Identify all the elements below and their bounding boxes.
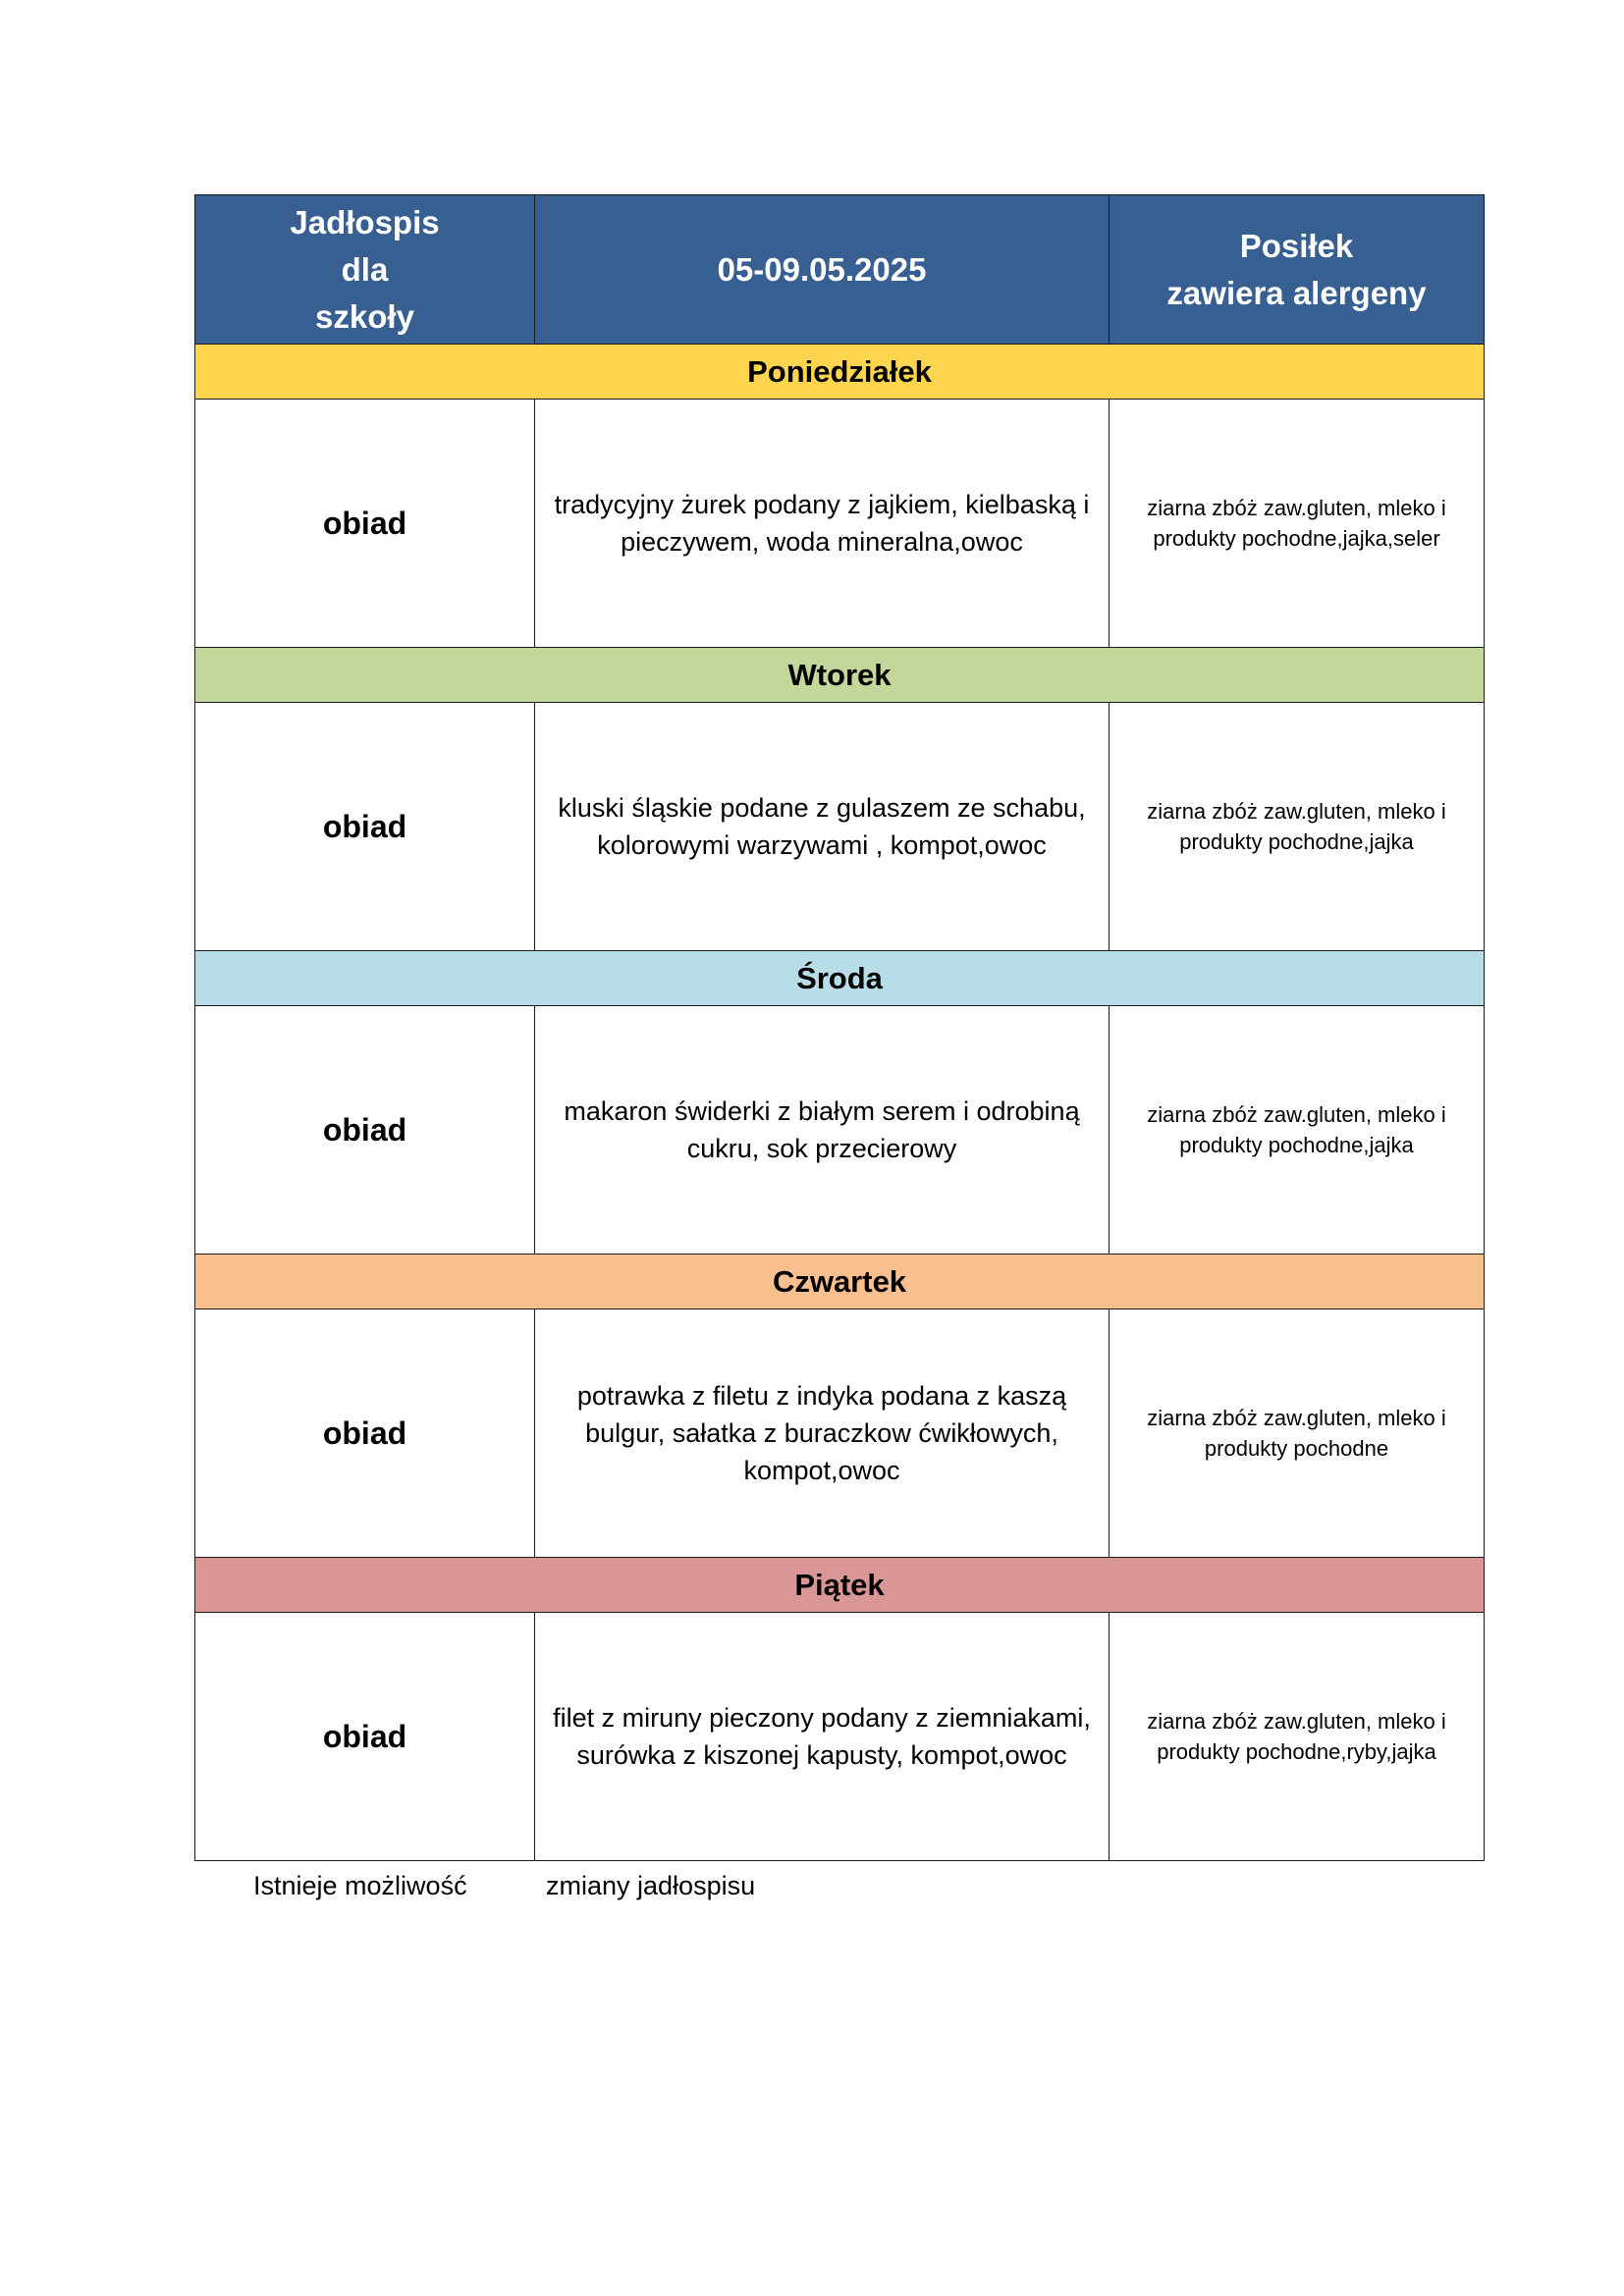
meal-row — [195, 1613, 1485, 1861]
footer-note-part2: zmiany jadłospisu — [546, 1871, 756, 1900]
day-row-tuesday — [195, 648, 1485, 703]
day-label: Piątek — [195, 1558, 1485, 1613]
meal-name: obiad — [195, 1613, 535, 1861]
dish-description: potrawka z filetu z indyka podana z kaszą bulgur, sałatka z buraczkow ćwikłowych, kompot,owoc — [535, 1309, 1110, 1558]
allergens-list: ziarna zbóż zaw.gluten, mleko i produkty pochodne,ryby,jajka — [1110, 1613, 1485, 1861]
meal-name: obiad — [195, 1006, 535, 1255]
meal-row — [195, 400, 1485, 648]
meal-name: obiad — [195, 400, 535, 648]
header-row — [195, 195, 1485, 345]
dish-description: tradycyjny żurek podany z jajkiem, kielbaską i pieczywem, woda mineralna,owoc — [535, 400, 1110, 648]
meal-name: obiad — [195, 1309, 535, 1558]
allergens-list: ziarna zbóż zaw.gluten, mleko i produkty pochodne,jajka — [1110, 703, 1485, 951]
day-row-monday — [195, 345, 1485, 400]
dish-description: kluski śląskie podane z gulaszem ze schabu, kolorowymi warzywami , kompot,owoc — [535, 703, 1110, 951]
day-label: Wtorek — [195, 648, 1485, 703]
allergens-heading: Posiłek zawiera alergeny — [1110, 195, 1485, 345]
meal-name: obiad — [195, 703, 535, 951]
footer-note-part1: Istnieje możliwość — [253, 1871, 467, 1900]
dish-description: makaron świderki z białym serem i odrobiną cukru, sok przecierowy — [535, 1006, 1110, 1255]
day-label: Środa — [195, 951, 1485, 1006]
allergens-list: ziarna zbóż zaw.gluten, mleko i produkty pochodne — [1110, 1309, 1485, 1558]
allergens-list: ziarna zbóż zaw.gluten, mleko i produkty pochodne,jajka,seler — [1110, 400, 1485, 648]
day-label: Czwartek — [195, 1255, 1485, 1309]
meal-row — [195, 1309, 1485, 1558]
day-row-thursday — [195, 1255, 1485, 1309]
allergens-list: ziarna zbóż zaw.gluten, mleko i produkty pochodne,jajka — [1110, 1006, 1485, 1255]
day-label: Poniedziałek — [195, 345, 1485, 400]
date-range: 05-09.05.2025 — [535, 195, 1110, 345]
day-row-friday — [195, 1558, 1485, 1613]
menu-title: Jadłospis dla szkoły — [195, 195, 535, 345]
day-row-wednesday — [195, 951, 1485, 1006]
meal-row — [195, 1006, 1485, 1255]
menu-table — [194, 194, 1485, 1861]
meal-row — [195, 703, 1485, 951]
dish-description: filet z miruny pieczony podany z ziemniakami, surówka z kiszonej kapusty, kompot,owoc — [535, 1613, 1110, 1861]
